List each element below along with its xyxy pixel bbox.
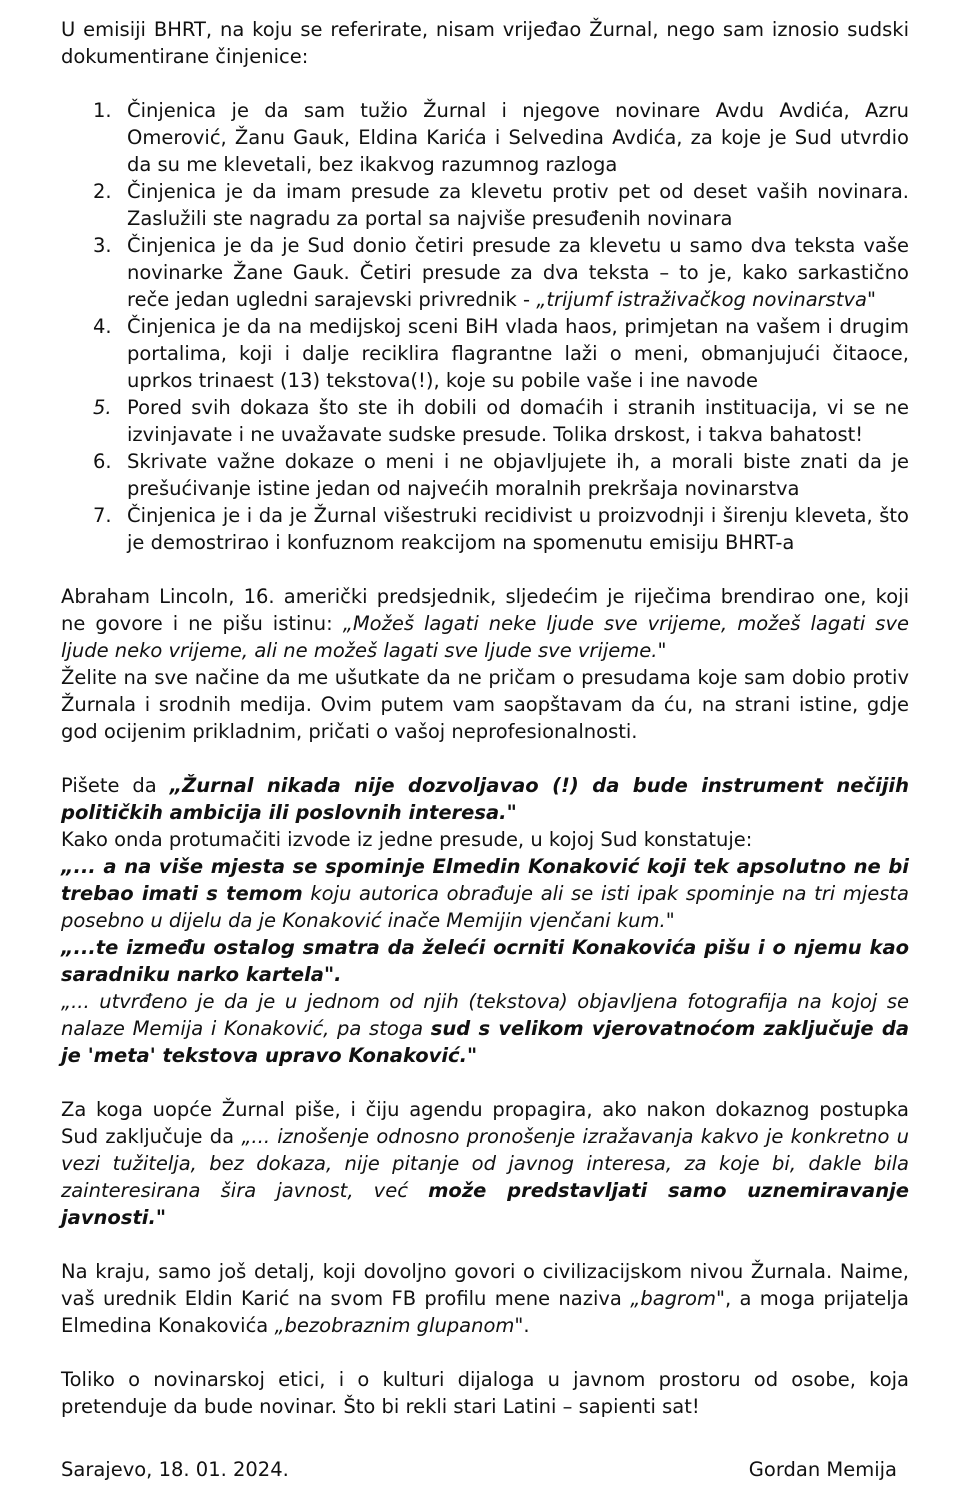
quote1-bold: na više mjesta se spominje Elmedin Konaković koji tek apsolutno ne bi trebao imati s temom [61,855,909,905]
quote3-close: " [466,1044,478,1067]
agenda-italic: „... iznošenje odnosno pronošenje izražavanja kakvo je konkretno u vezi tužitelja, bez dokaza, nije pitanje od javnog interesa, za koje bi, dakle bila zainteresirana šira javnost, već [61,1125,909,1202]
list-number: 2. [93,180,112,203]
list-item [61,448,909,502]
lincoln-lead: Abraham Lincoln, 16. američki predsjednik, sljedećim je riječima brendirao one, koji ne govore i ne pišu istinu: [61,585,909,635]
agenda-paragraph [61,1096,909,1231]
ethics-paragraph: Toliko o novinarskoj etici, i o kulturi dijaloga u javnom prostoru od osobe, koja pretenduje da bude novinar. Što bi rekli stari Latini – sapienti sat! [61,1368,909,1418]
civilization-quote-2: „bezobraznim glupanom" [274,1314,524,1337]
claim-quote-close: " [506,801,517,824]
list-number: 1. [93,99,112,122]
list-item-text: Činjenica je da na medijskoj sceni BiH vlada haos, primjetan na vašem i drugim portalima, koji i dalje reciklira flagrantne laži o meni, obmanjujući čitaoce, uprkos trinaest (13) tekstova(!), koje su pobile vaše i ine navode [127,315,909,392]
silence-paragraph: Želite na sve načine da me ušutkate da ne pričam o presudama koje sam dobio protiv Žurnala i srodnih medija. Ovim putem vam saopštavam da ću, na strani istine, gdje god ocijenim prikladnim, pričati o vašoj neprofesionalnosti. [61,666,909,743]
intro-paragraph: U emisiji BHRT, na koju se referirate, nisam vrijeđao Žurnal, nego sam iznosio sudski dokumentirane činjenice: [61,18,909,68]
claim-paragraph [61,772,909,826]
list-item-quote: „trijumf istraživačkog novinarstva [536,288,867,311]
list-number: 3. [93,234,112,257]
civilization-mid: , a moga prijatelja Elmedina Konakovića [61,1287,909,1337]
civilization-paragraph [61,1258,909,1339]
civilization-end: . [523,1314,530,1337]
place-date: Sarajevo, 18. 01. 2024. [61,1458,289,1481]
list-item-text: Činjenica je da sam tužio Žurnal i njegove novinare Avdu Avdića, Azru Omerović, Žanu Gauk, Eldina Karića i Selvedina Avdića, za koje je Sud utvrdio da su me klevetali, bez ikakvog razumnog razloga [127,99,909,176]
quote1-italic: koju autorica obrađuje ali se isti ipak spominje na tri mjesta posebno u dijelu da je Konaković inače Memijin vjenčani kum. [61,882,909,932]
civilization-lead: Na kraju, samo još detalj, koji dovoljno govori o civilizacijskom nivou Žurnala. Naime, vaš urednik Eldin Karić na svom FB profilu mene naziva [61,1260,909,1310]
quote3-bold: sud s velikom vjerovatnoćom zaključuje da je 'meta' tekstova upravo Konaković. [61,1017,909,1067]
lincoln-paragraph [61,583,909,664]
lincoln-quote-close: " [657,639,667,662]
quote3-italic: „... utvrđeno je da je u jednom od njih (tekstova) objavljena fotografija na kojoj se nalaze Memija i Konaković, pa stoga [61,990,909,1040]
list-item-text: Činjenica je i da je Žurnal višestruki recidivist u proizvodnji i širenju kleveta, što je demostrirao i konfuznom reakcijom na spomenutu emisiju BHRT-a [127,504,909,554]
verdict-quote-2 [61,934,909,988]
list-item [61,232,909,313]
verdict-intro: Kako onda protumačiti izvode iz jedne presude, u kojoj Sud konstatuje: [61,828,753,851]
list-item-text: Činjenica je da imam presude za klevetu protiv pet od deset vaših novinara. Zaslužili ste nagradu za portal sa najviše presuđenih novinara [127,180,909,230]
author-name: Gordan Memija [748,1458,897,1481]
quote2-bold: „...te između ostalog smatra da želeći ocrniti Konakovića pišu i o njemu kao saradniku narko kartela". [61,936,909,986]
list-number: 7. [93,504,112,527]
claim-lead: Pišete da [61,774,170,797]
agenda-bold: može predstavljati samo uznemiravanje javnosti. [61,1179,909,1229]
list-number: 5. [93,396,112,419]
list-item [61,178,909,232]
list-item-text: Činjenica je da je Sud donio četiri presude za klevetu u samo dva teksta vaše novinarke Žane Gauk. Četiri presude za dva teksta – to je, kako sarkastično reče jedan ugledni sarajevski privrednik - [127,234,909,311]
list-item [61,502,909,556]
verdict-quote-1 [61,853,909,934]
list-item-quote-close: " [866,288,876,311]
list-item-text: Pored svih dokaza što ste ih dobili od domaćih i stranih instituacija, vi se ne izvinjavate i ne uvažavate sudske presude. Tolika drskost, i takva bahatost! [127,396,909,446]
signature-row [61,1456,897,1483]
facts-list [61,97,909,556]
list-number: 6. [93,450,112,473]
list-item [61,97,909,178]
list-item [61,313,909,394]
civilization-quote-1: „bagrom" [630,1287,725,1310]
verdict-quote-3 [61,988,909,1069]
agenda-lead: Za koga uopće Žurnal piše, i čiju agendu propagira, ako nakon dokaznog postupka Sud zaključuje da [61,1098,909,1148]
list-item-text: Skrivate važne dokaze o meni i ne objavljujete ih, a morali biste znati da je prešućivanje istine jedan od najvećih moralnih prekršaja novinarstva [127,450,909,500]
lincoln-quote: „Možeš lagati neke ljude sve vrijeme, možeš lagati sve ljude neko vrijeme, ali ne možeš lagati sve ljude sve vrijeme. [61,612,909,662]
list-number: 4. [93,315,112,338]
agenda-close: " [155,1206,167,1229]
quote1-open: „... a [61,855,125,878]
quote1-close: " [665,909,675,932]
list-item [61,394,909,448]
claim-quote: „Žurnal nikada nije dozvoljavao (!) da bude instrument nečijih političkih ambicija ili poslovnih interesa. [61,774,910,824]
